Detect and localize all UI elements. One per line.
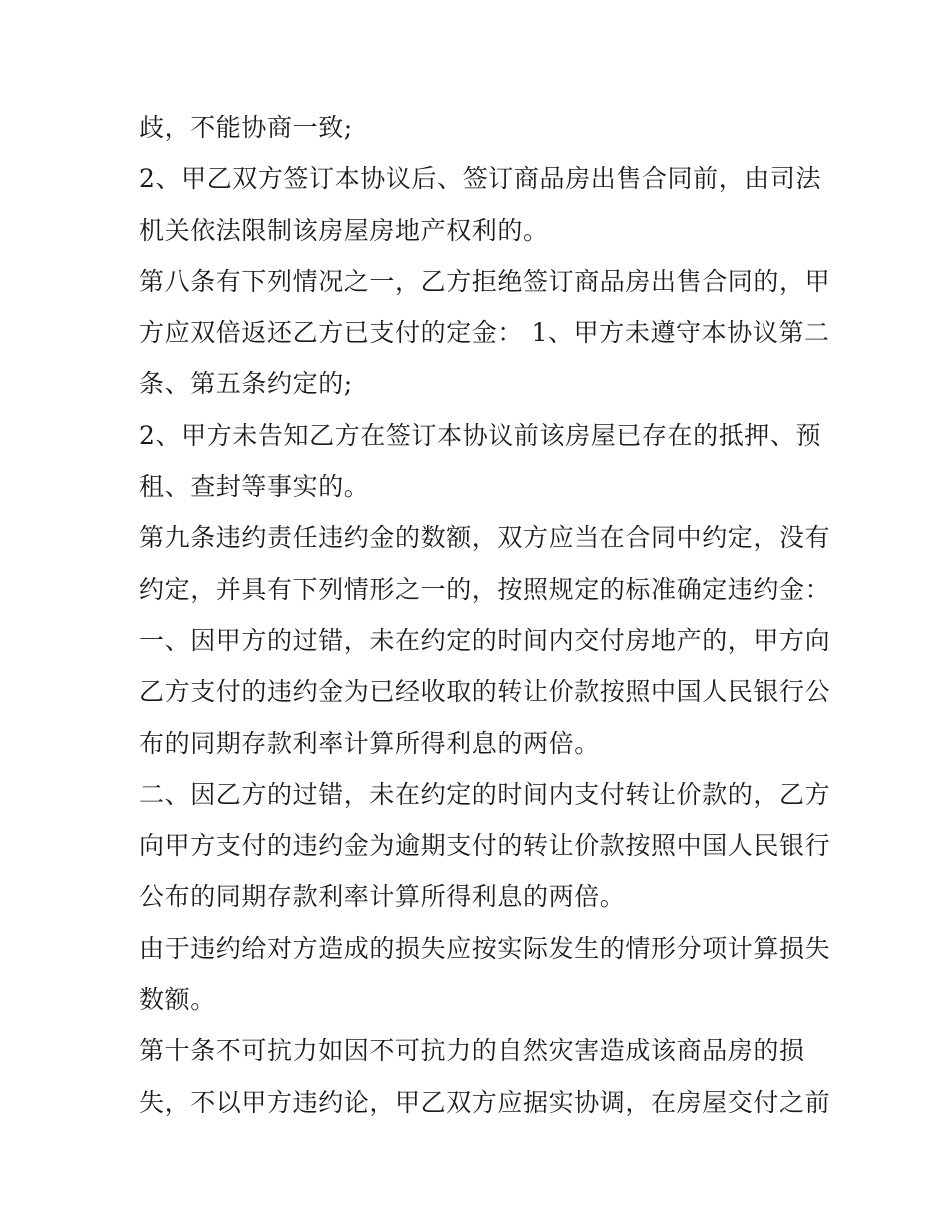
text-line: 租、查封等事实的。 [139, 472, 370, 502]
text-line: 二、因乙方的过错，未在约定的时间内支付转让价款的，乙方 [139, 779, 831, 809]
text-line: 2、甲乙双方签订本协议后、签订商品房出售合同前，由司法 [139, 164, 822, 194]
text-line: 机关依法限制该房屋房地产权利的。 [139, 215, 549, 245]
document-body [139, 102, 831, 1128]
text-line: 乙方支付的违约金为已经收取的转让价款按照中国人民银行公 [139, 677, 831, 707]
text-line: 数额。 [139, 985, 216, 1015]
text-line: 约定，并具有下列情形之一的，按照规定的标准确定违约金： [139, 574, 831, 604]
text-line: 公布的同期存款利率计算所得利息的两倍。 [139, 882, 626, 912]
text-line: 歧，不能协商一致; [139, 113, 353, 142]
text-line: 向甲方支付的违约金为逾期支付的转让价款按照中国人民银行 [139, 831, 831, 861]
text-line: 第十条不可抗力如因不可抗力的自然灾害造成该商品房的损 [139, 1036, 805, 1066]
text-line: 条、第五条约定的; [139, 369, 353, 399]
text-line: 布的同期存款利率计算所得利息的两倍。 [139, 728, 600, 758]
text-line: 2、甲方未告知乙方在签订本协议前该房屋已存在的抵押、预 [139, 420, 822, 450]
text-line: 一、因甲方的过错，未在约定的时间内交付房地产的，甲方向 [139, 625, 831, 655]
text-line: 方应双倍返还乙方已支付的定金： 1、甲方未遵守本协议第二 [139, 318, 830, 348]
text-line: 第九条违约责任违约金的数额，双方应当在合同中约定，没有 [139, 523, 831, 553]
text-line: 由于违约给对方造成的损失应按实际发生的情形分项计算损失 [139, 933, 831, 963]
text-line: 失，不以甲方违约论，甲乙双方应据实协调，在房屋交付之前 [139, 1087, 831, 1117]
text-line: 第八条有下列情况之一，乙方拒绝签订商品房出售合同的，甲 [139, 266, 831, 296]
